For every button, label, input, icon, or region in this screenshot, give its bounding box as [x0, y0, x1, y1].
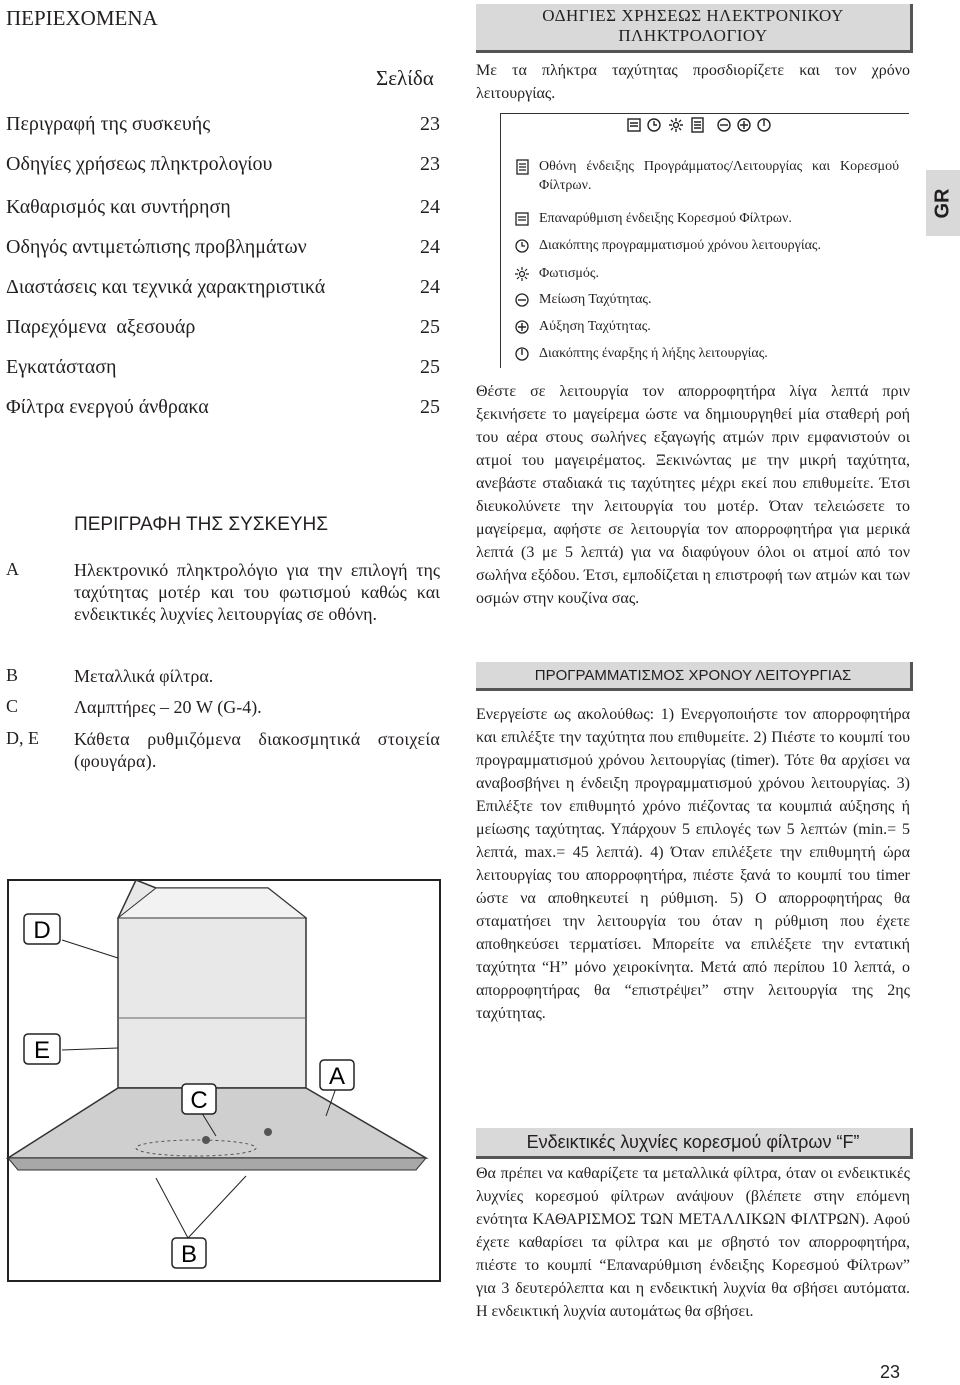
light-icon	[513, 266, 533, 282]
key-text: Μείωση Ταχύτητας.	[539, 292, 652, 307]
toc-label: Διαστάσεις και τεχνικά χαρακτηριστικά	[6, 276, 326, 298]
toc-label: Παρεχόμενα αξεσουάρ	[6, 316, 196, 338]
toc-page: 23	[420, 153, 440, 175]
toc-label: Φίλτρα ενεργού άνθρακα	[6, 396, 209, 418]
key-row	[513, 236, 899, 255]
key-row	[513, 157, 899, 195]
toc-page: 24	[420, 196, 440, 218]
toc-row	[6, 276, 440, 299]
part-text: Κάθετα ρυθμιζόμενα διακοσμητικά στοιχεία (φουγάρα).	[74, 729, 440, 771]
canopy-edge	[8, 1158, 426, 1170]
part-letter: D, E	[6, 728, 39, 748]
filter-body: Θα πρέπει να καθαρίζετε τα μεταλλικά φίλτρα, όταν οι ενδεικτικές λυχνίες κορεσμού φίλτρων ανάψουν (βλέπετε στην επόμενη ενότητα ΚΑΘΑΡΙΣΜΟΣ ΤΩΝ ΜΕΤΑΛΛΙΚΩΝ ΦΙΛΤΡΩΝ). Αφού έχετε καθαρίσει τα φίλτρα και με σβηστό τον απορροφητήρα, πιέστε το κουμπί “Επαναρύθμιση ένδειξης Κορεσμού Φίλτρων” για 3 δευτερόλεπτα και η ενδεικτική λυχνία θα σβήσει αυτόματα. Η ενδεικτική λυχνία αυτομάτως θα σβήσει.	[476, 1165, 910, 1320]
key-row	[513, 209, 899, 228]
key-text: Επαναρύθμιση ένδειξης Κορεσμού Φίλτρων.	[539, 211, 792, 226]
canopy-glass	[8, 1088, 426, 1158]
keyboard-body: Θέστε σε λειτουργία τον απορροφητήρα λίγα λεπτά πριν ξεκινήσετε το μαγείρεμα ώστε να δημιουργηθεί μία σταθερή ροή του αέρα στους σωλήνες εξαγωγής ατμών πριν εμφανιστούν οι ατμοί του μαγειρέματος. Ξεκινώντας με την μικρή ταχύτητα, ανεβάστε σταδιακά τις ταχύτητες μέχρι εκεί που επιθυμείτε. Έτσι διευκολύνετε την λειτουργία του μοτέρ. Όταν τελειώσετε το μαγείρεμα, αφήστε σε λειτουργία τον απορροφητήρα για μερικά λεπτά (3 με 5 λεπτά) για να διαφύγουν όλοι οι ατμοί από τον σωλήνα εξόδου. Έτσι, εμποδίζεται η επιστροφή των ατμών και των οσμών στην κουζίνα σας.	[476, 383, 910, 607]
key-text: Φωτισμός.	[539, 266, 599, 281]
description-heading: ΠΕΡΙΓΡΑΦΗ ΤΗΣ ΣΥΣΚΕΥΗΣ	[74, 514, 329, 535]
part-letter: B	[6, 665, 19, 685]
toc-label: Οδηγός αντιμετώπισης προβλημάτων	[6, 236, 307, 258]
hood-diagram	[6, 878, 442, 1283]
callout-e-label: E	[33, 1037, 51, 1064]
filter-reset-icon	[628, 119, 640, 131]
toc-page: 25	[420, 316, 440, 338]
plus-icon	[738, 119, 750, 131]
toc-row	[6, 153, 440, 176]
toc-page: 24	[420, 276, 440, 298]
key-row	[513, 264, 899, 283]
callout-a-label: A	[328, 1063, 346, 1090]
light-icon	[669, 118, 683, 132]
minus-icon	[513, 292, 533, 308]
part-letter: C	[6, 696, 19, 716]
keyboard-icons-strip	[626, 116, 776, 134]
key-text: Αύξηση Ταχύτητας.	[539, 319, 651, 334]
filter-heading: Ενδεικτικές λυχνίες κορεσμού φίλτρων “F”	[476, 1128, 913, 1159]
power-icon	[758, 119, 770, 131]
part-text: Μεταλλικά φίλτρα.	[74, 666, 214, 686]
filter-reset-icon	[513, 211, 533, 227]
key-text: Διακόπτης έναρξης ή λήξης λειτουργίας.	[539, 346, 768, 361]
filter-display-icon	[692, 118, 703, 132]
timer-icon	[513, 238, 533, 254]
toc-row	[6, 236, 440, 259]
leader-line	[188, 1176, 246, 1238]
key-row	[513, 317, 899, 336]
toc-row	[6, 316, 440, 339]
keyboard-intro: Με τα πλήκτρα ταχύτητας προσδιορίζετε και τον χρόνο λειτουργίας.	[476, 62, 910, 102]
plus-icon	[513, 319, 533, 335]
toc-label: Περιγραφή της συσκευής	[6, 113, 211, 135]
part-text: Ηλεκτρονικό πληκτρολόγιο για την επιλογή της ταχύτητας μοτέρ και του φωτισμού καθώς και ενδεικτικές λυχνίες λειτουργίας σε οθόνη.	[74, 560, 440, 624]
callout-d-label: D	[33, 917, 51, 944]
language-tab-label: GR	[931, 188, 954, 218]
toc-label: Εγκατάσταση	[6, 356, 117, 378]
toc-row	[6, 356, 440, 379]
callout-d	[24, 914, 60, 944]
callout-e	[24, 1034, 60, 1064]
callout-b-label: B	[180, 1241, 198, 1268]
leader-line	[156, 1178, 188, 1238]
toc-label: Καθαρισμός και συντήρηση	[6, 196, 231, 218]
lamp	[264, 1128, 272, 1136]
timer-icon	[648, 119, 660, 131]
timer-body: Ενεργείστε ως ακολούθως: 1) Ενεργοποιήστε τον απορροφητήρα και επιλέξτε την ταχύτητα που επιθυμείτε. 2) Πιέστε το κουμπί του προγραμματισμού χρόνου λειτουργίας (timer). Τότε θα αρχίσει να αναβοσβήνει η ένδειξη προγραμματισμού χρόνου λειτουργίας. 3) Επιλέξτε τον επιθυμητό χρόνο πιέζοντας τα κουμπιά αύξησης ή μείωσης ταχύτητας. Υπάρχουν 5 επιλογές των 5 λεπτών (min.= 5 λεπτά, max.= 45 λεπτά). 4) Όταν επιλέξετε την επιθυμητή ώρα λειτουργίας του απορροφητήρα, πιέστε ξανά το κουμπί του timer ώστε να αποθηκευτεί η ρύθμιση. 5) Ο απορροφητήρας θα σταματήσει την λειτουργία του όταν η ρύθμιση που έχετε αποθηκεύσει τερματίσει. Μπορείτε να επιλέξετε την εντατική ταχύτητα “H” μόνο χειροκίνητα. Μετά από περίπου 10 λεπτά, ο απορροφητήρας θα “επιστρέψει” στην λειτουργία της 2ης ταχύτητας.	[476, 706, 910, 1022]
toc-page: 24	[420, 236, 440, 258]
toc-page: 23	[420, 113, 440, 135]
callout-a	[320, 1060, 354, 1090]
toc-row	[6, 196, 440, 219]
key-text: Διακόπτης προγραμματισμού χρόνου λειτουργίας.	[539, 238, 821, 253]
leader-line	[62, 940, 118, 958]
keyboard-heading: ΟΔΗΓΙΕΣ ΧΡΗΣΕΩΣ ΗΛΕΚΤΡΟΝΙΚΟΥ ΠΛΗΚΤΡΟΛΟΓΙΟΥ	[476, 4, 913, 53]
timer-heading: ΠΡΟΓΡΑΜΜΑΤΙΣΜΟΣ ΧΡΟΝΟΥ ΛΕΙΤΟΥΡΓΙΑΣ	[476, 662, 913, 691]
toc-page: 25	[420, 356, 440, 378]
part-text: Λαμπτήρες – 20 W (G-4).	[74, 697, 262, 717]
part-letter: A	[6, 559, 19, 579]
key-row	[513, 344, 899, 363]
toc-title: ΠΕΡΙΕΧΟΜΕΝΑ	[6, 6, 158, 30]
toc-row	[6, 113, 440, 136]
minus-icon	[718, 119, 730, 131]
leader-line	[62, 1048, 118, 1050]
page-number: 23	[880, 1362, 901, 1382]
key-text: Οθόνη ένδειξης Προγράμματος/Λειτουργίας και Κορεσμού Φίλτρων.	[539, 159, 899, 193]
callout-c-label: C	[190, 1087, 208, 1114]
callout-c	[182, 1084, 216, 1114]
toc-page: 25	[420, 396, 440, 418]
filter-display-icon	[513, 159, 533, 175]
language-tab	[926, 170, 960, 236]
power-icon	[513, 346, 533, 362]
toc-page-label: Σελίδα	[376, 66, 434, 90]
toc-label: Οδηγίες χρήσεως πληκτρολογίου	[6, 153, 273, 175]
key-row	[513, 290, 899, 309]
callout-b	[172, 1238, 206, 1268]
toc-row	[6, 396, 440, 419]
